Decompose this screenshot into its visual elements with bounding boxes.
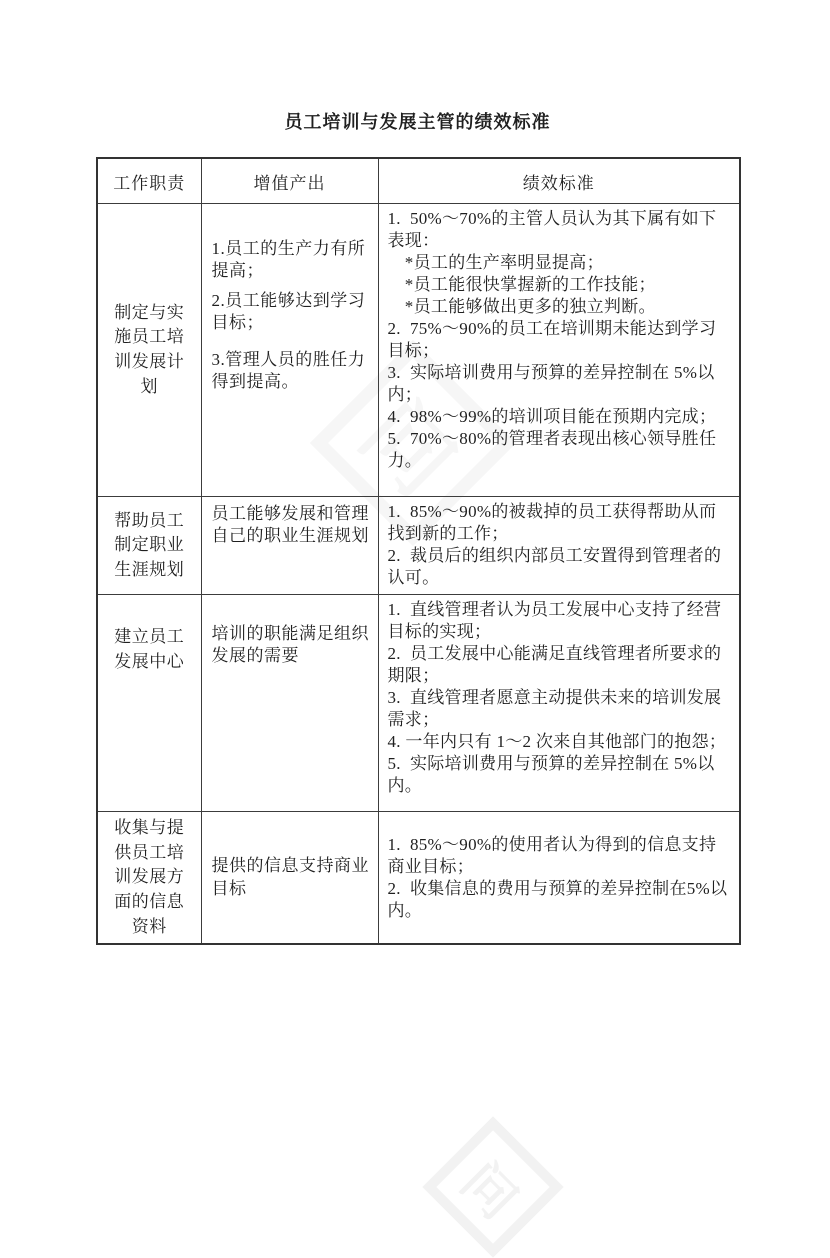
duty-cell bbox=[97, 595, 201, 812]
standard-item: 1. 85%～90%的使用者认为得到的信息支持商业目标； bbox=[387, 835, 717, 877]
output-cell bbox=[201, 595, 378, 812]
output-item: 2.员工能够达到学习目标； bbox=[211, 290, 366, 333]
standard-subitem: *员工能很快掌握新的工作技能； bbox=[387, 275, 656, 294]
standard-subitem: *员工的生产率明显提高； bbox=[387, 253, 604, 272]
watermark-diamond-bottom bbox=[422, 1116, 563, 1257]
output-cell bbox=[201, 204, 378, 497]
output-item: 员工能够发展和管理自己的职业生涯规划 bbox=[211, 504, 369, 546]
duty-text: 建立员工发展中心 bbox=[114, 627, 185, 671]
standards-cell bbox=[378, 497, 740, 595]
column-header-standard: 绩效标准 bbox=[378, 158, 740, 204]
duty-cell bbox=[97, 204, 201, 497]
standard-item: 5. 70%～80%的管理者表现出核心领导胜任力。 bbox=[387, 429, 717, 470]
standard-subitem: *员工能够做出更多的独立判断。 bbox=[387, 297, 656, 316]
standard-item: 2. 75%～90%的员工在培训期未能达到学习目标； bbox=[387, 319, 717, 360]
duty-cell bbox=[97, 812, 201, 945]
standards-cell bbox=[378, 595, 740, 812]
standard-item: 1. 85%～90%的被裁掉的员工获得帮助从而找到新的工作； bbox=[387, 502, 717, 543]
watermark-char: 问 bbox=[450, 1152, 528, 1230]
duty-text: 收集与提供员工培训发展方面的信息资料 bbox=[114, 818, 185, 936]
table-row bbox=[97, 204, 740, 497]
standards-cell bbox=[378, 204, 740, 497]
table-row bbox=[97, 595, 740, 812]
output-item: 1.员工的生产力有所提高； bbox=[211, 239, 366, 281]
standard-item: 2. 裁员后的组织内部员工安置得到管理者的认可。 bbox=[387, 546, 722, 587]
column-header-output: 增值产出 bbox=[201, 158, 378, 204]
standard-item: 2. 员工发展中心能满足直线管理者所要求的期限； bbox=[387, 644, 722, 685]
output-cell bbox=[201, 812, 378, 945]
performance-standards-table bbox=[96, 157, 741, 945]
standard-item: 1. 50%～70%的主管人员认为其下属有如下表现： bbox=[387, 209, 717, 250]
standard-item: 3. 直线管理者愿意主动提供未来的培训发展需求； bbox=[387, 688, 722, 729]
page-title: 员工培训与发展主管的绩效标准 bbox=[284, 112, 551, 132]
output-item: 提供的信息支持商业目标 bbox=[211, 856, 369, 898]
standard-item: 4. 98%～99%的培训项目能在预期内完成； bbox=[387, 407, 717, 426]
table-row bbox=[97, 812, 740, 945]
standard-item: 2. 收集信息的费用与预算的差异控制在5%以内。 bbox=[387, 879, 728, 921]
duty-text: 帮助员工制定职业生涯规划 bbox=[114, 510, 185, 579]
standard-item: 4. 一年内只有 1～2 次来自其他部门的抱怨； bbox=[387, 732, 727, 751]
table-header-row bbox=[97, 158, 740, 204]
standard-item: 3. 实际培训费用与预算的差异控制在 5%以内； bbox=[387, 363, 715, 404]
table-row bbox=[97, 497, 740, 595]
standards-cell bbox=[378, 812, 740, 945]
duty-text: 制定与实施员工培训发展计划 bbox=[114, 302, 185, 396]
duty-cell bbox=[97, 497, 201, 595]
standard-item: 1. 直线管理者认为员工发展中心支持了经营目标的实现； bbox=[387, 600, 722, 641]
output-cell bbox=[201, 497, 378, 595]
output-item: 培训的职能满足组织发展的需要 bbox=[211, 624, 369, 666]
standard-item: 5. 实际培训费用与预算的差异控制在 5%以内。 bbox=[387, 754, 715, 795]
output-item: 3.管理人员的胜任力得到提高。 bbox=[211, 349, 366, 392]
column-header-duty: 工作职责 bbox=[97, 158, 201, 204]
